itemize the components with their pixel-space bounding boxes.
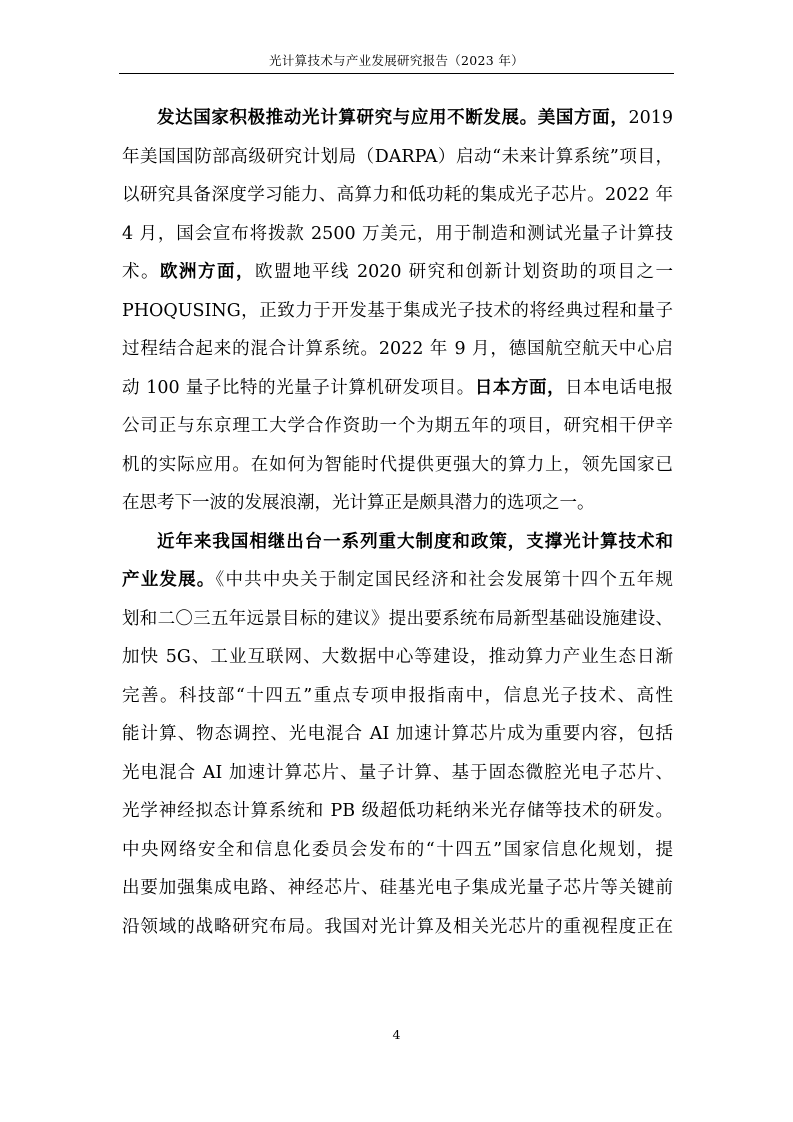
text-line [122, 138, 673, 177]
text-run: 动 100 量子比特的光量子计算机研发项目。 [122, 377, 475, 398]
text-line [122, 369, 673, 408]
bold-lead: 发达国家积极推动光计算研究与应用不断发展。美国方面， [157, 108, 629, 128]
text-run: 划和二〇三五年远景目标的建议》提出要系统布局新型基础设施建设、 [122, 608, 673, 629]
text-line [122, 677, 673, 716]
text-line [122, 523, 673, 562]
text-line [122, 484, 673, 523]
text-line [122, 792, 673, 831]
text-line [122, 446, 673, 485]
text-line [122, 561, 673, 600]
text-line [122, 407, 673, 446]
text-line [122, 292, 673, 331]
text-line [122, 831, 673, 870]
bold-lead: 欧洲方面， [160, 262, 255, 282]
text-line [122, 330, 673, 369]
text-run: 过程结合起来的混合计算系统。2022 年 9 月，德国航空航天中心启 [122, 339, 673, 359]
bold-lead: 产业发展。 [122, 570, 216, 590]
bold-lead: 日本方面， [474, 377, 566, 398]
text-run: 日本电话电报 [565, 377, 673, 398]
text-line [122, 600, 673, 639]
text-run: 公司正与东京理工大学合作资助一个为期五年的项目，研究相干伊辛 [122, 416, 673, 436]
text-run: 术。 [122, 262, 160, 282]
text-run: PHOQUSING，正致力于开发基于集成光子技术的将经典过程和量子 [122, 300, 673, 321]
text-run: 光学神经拟态计算系统和 PB 级超低功耗纳米光存储等技术的研发。 [122, 801, 673, 821]
text-run: 欧盟地平线 2020 研究和创新计划资助的项目之一 [254, 262, 673, 282]
text-line [122, 638, 673, 677]
text-run: 机的实际应用。在如何为智能时代提供更强大的算力上，领先国家已 [122, 454, 673, 475]
text-line [122, 869, 673, 908]
text-run: 年美国国防部高级研究计划局（DARPA）启动“未来计算系统”项目， [122, 146, 673, 167]
text-line [122, 253, 673, 292]
text-run: 加快 5G、工业互联网、大数据中心等建设，推动算力产业生态日渐 [122, 647, 673, 667]
text-run: 出要加强集成电路、神经芯片、硅基光电子集成光量子芯片等关键前 [122, 878, 673, 898]
bold-lead: 近年来我国相继出台一系列重大制度和政策，支撑光计算技术和 [157, 531, 673, 552]
page-number: 4 [392, 1027, 401, 1042]
body-text [122, 99, 673, 946]
text-run: 2019 [628, 108, 673, 128]
text-run: 中央网络安全和信息化委员会发布的“十四五”国家信息化规划，提 [122, 839, 673, 860]
text-line [122, 715, 673, 754]
text-run: 以研究具备深度学习能力、高算力和低功耗的集成光子芯片。2022 年 [122, 185, 673, 205]
text-line [122, 908, 673, 947]
text-run: 《中共中央关于制定国民经济和社会发展第十四个五年规 [215, 570, 673, 590]
header-rule [119, 73, 674, 74]
text-run: 4 月，国会宣布将拨款 2500 万美元，用于制造和测试光量子计算技 [122, 223, 673, 244]
text-run: 沿领域的战略研究布局。我国对光计算及相关光芯片的重视程度正在 [122, 916, 673, 937]
text-line [122, 176, 673, 215]
text-line [122, 215, 673, 254]
text-line [122, 99, 673, 138]
text-run: 能计算、物态调控、光电混合 AI 加速计算芯片成为重要内容，包括 [122, 724, 673, 744]
text-run: 光电混合 AI 加速计算芯片、量子计算、基于固态微腔光电子芯片、 [122, 762, 673, 783]
running-header: 光计算技术与产业发展研究报告（2023 年） [269, 53, 524, 68]
text-line [122, 754, 673, 793]
text-run: 完善。科技部“十四五”重点专项申报指南中，信息光子技术、高性 [122, 685, 673, 706]
text-run: 在思考下一波的发展浪潮，光计算正是颇具潜力的选项之一。 [122, 493, 595, 513]
